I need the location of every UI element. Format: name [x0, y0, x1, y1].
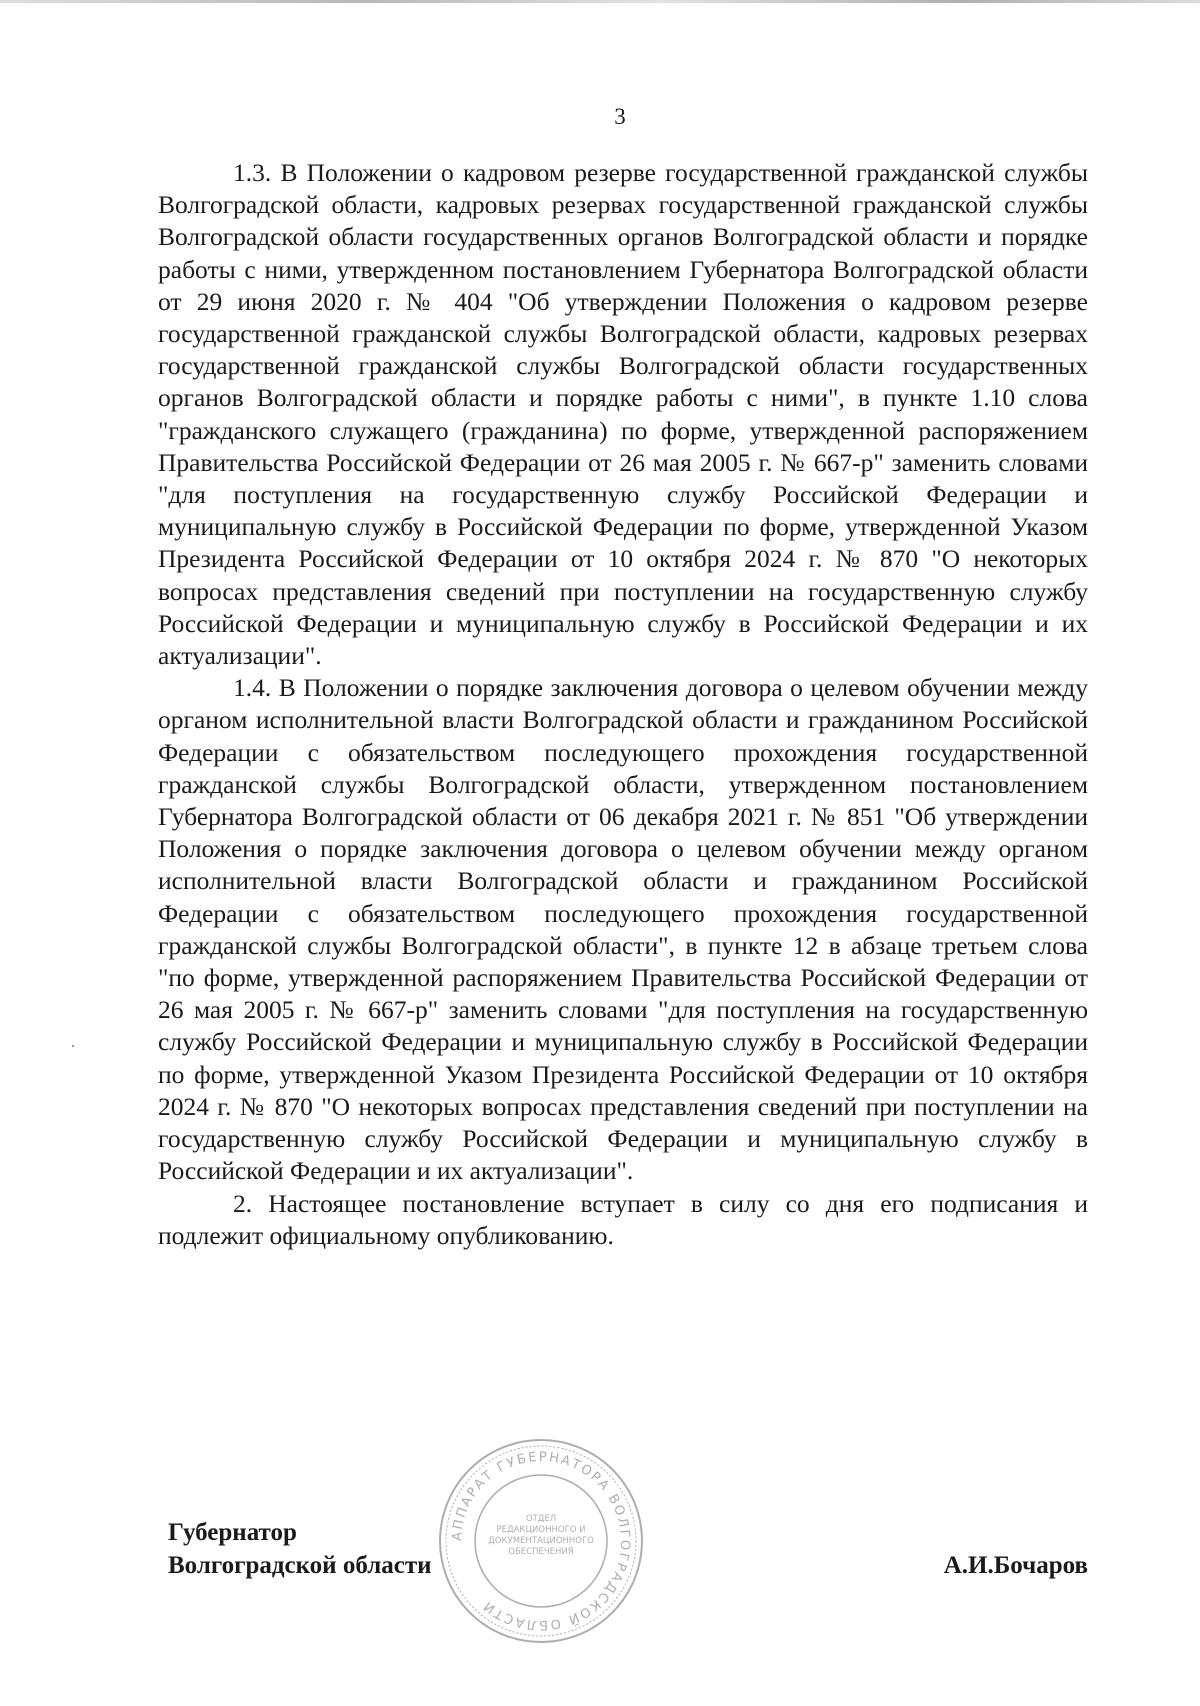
paragraph-1-4: 1.4. В Положении о порядке заключения договора о целевом обучении между органом исполнительной власти Волгоградской области и гражданином Российской Федерации с обязательством последующего прохождения государственной гражданской службы Волгоградской области, утвержденном постановлением Губернатора Волгоградской области от 06 декабря 2021 г. № 851 "Об утверждении Положения о порядке заключения договора о целевом обучении между органом исполнительной власти Волгоградской области и гражданином Российской Федерации с обязательством последующего прохождения государственной гражданской службы Волгоградской области", в пункте 12 в абзаце третьем слова "по форме, утвержденной распоряжением Правительства Российской Федерации от 26 мая 2005 г. № 667-р" заменить словами "для поступления на государственную службу Российской Федерации и муниципальную службу в Российской Федерации по форме, утвержденной Указом Президента Российской Федерации от 10 октября 2024 г. № 870 "О некоторых вопросах представления сведений при поступлении на государственную службу Российской Федерации и муниципальную службу в Российской Федерации и их актуализации".	[158, 673, 1088, 1186]
scan-edge	[0, 0, 1200, 3]
signer-name: А.И.Бочаров	[943, 1552, 1088, 1579]
seal-outer-text: АППАРАТ ГУБЕРНАТОРА ВОЛГОГРАДСКОЙ ОБЛАСТИ	[449, 1449, 633, 1633]
signer-position-line-2: Волгоградской области	[168, 1552, 432, 1579]
signer-position-line-1: Губернатор	[168, 1519, 297, 1546]
document-body	[158, 157, 1088, 1252]
page-number: 3	[614, 104, 626, 129]
scan-speck	[72, 1045, 74, 1047]
signature-block	[168, 1516, 1088, 1596]
paragraph-1-3: 1.3. В Положении о кадровом резерве государственной гражданской службы Волгоградской области, кадровых резервах государственной гражданской службы Волгоградской области государственных органов Волгоградской области и порядке работы с ними, утвержденном постановлением Губернатора Волгоградской области от 29 июня 2020 г. № 404 "Об утверждении Положения о кадровом резерве государственной гражданской службы Волгоградской области, кадровых резервах государственной гражданской службы Волгоградской области государственных органов Волгоградской области и порядке работы с ними", в пункте 1.10 слова "гражданского служащего (гражданина) по форме, утвержденной распоряжением Правительства Российской Федерации от 26 мая 2005 г. № 667-р" заменить словами "для поступления на государственную службу Российской Федерации и муниципальную службу в Российской Федерации по форме, утвержденной Указом Президента Российской Федерации от 10 октября 2024 г. № 870 "О некоторых вопросах представления сведений при поступлении на государственную службу Российской Федерации и муниципальную службу в Российской Федерации и их актуализации".	[158, 158, 1088, 671]
seal-inner-text: ОТДЕЛ РЕДАКЦИОННОГО И ДОКУМЕНТАЦИОННОГО ОБЕСПЕЧЕНИЯ	[488, 1514, 594, 1557]
signer-position	[168, 1516, 432, 1582]
paragraph-2: 2. Настоящее постановление вступает в силу со дня его подписания и подлежит официальному опубликованию.	[158, 1188, 1088, 1250]
